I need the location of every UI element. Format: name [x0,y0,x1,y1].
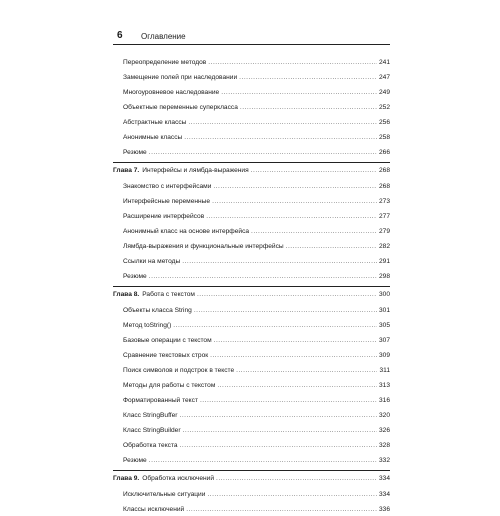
toc-entry-page: 334 [378,491,390,498]
toc-entry-page: 247 [378,74,390,81]
chapter-divider [113,162,390,163]
toc-entry-page: 256 [378,119,390,126]
leader-dots [188,117,377,129]
leader-dots [206,211,377,223]
toc-entry [113,196,390,208]
toc-entry-page: 301 [378,307,390,314]
toc-entry [113,72,390,84]
leader-dots [182,256,377,268]
toc-entry-page: 273 [378,198,390,205]
toc-entry-page: 266 [378,149,390,156]
leader-dots [207,489,377,501]
leader-dots [239,72,377,84]
toc-entry-title: Знакомство с интерфейсами [123,183,212,190]
toc-entry-page: 282 [378,243,390,250]
leader-dots [213,181,377,193]
toc-entry-page: 311 [379,367,390,374]
toc-entry [113,87,390,99]
toc-entry-page: 298 [378,273,390,280]
toc-entry-page: 307 [378,337,390,344]
toc-entry-title: Переопределение методов [123,59,207,66]
toc-entry-title: Исключительные ситуации [123,491,206,498]
leader-dots [197,289,377,301]
toc-entry [113,226,390,238]
toc-entry-title: Поиск символов и подстрок в тексте [123,367,235,374]
leader-dots [217,380,377,392]
toc-entry [113,380,390,392]
toc-entry [113,102,390,114]
toc-entry [113,489,390,501]
toc-entry-page: 241 [378,59,390,66]
chapter-prefix: Глава 8. [113,291,140,298]
toc-entry [113,365,390,377]
leader-dots [236,365,377,377]
toc-entry [113,181,390,193]
toc-entry-page: 336 [378,506,390,513]
toc-entry-page: 326 [378,427,390,434]
leader-dots [149,455,377,467]
toc-entry-title: Класс StringBuffer [123,412,178,419]
toc-entry-title: Интерфейсные переменные [123,198,211,205]
toc-entry [113,256,390,268]
leader-dots [251,226,377,238]
leader-dots [221,87,377,99]
leader-dots [251,165,377,177]
leader-dots [216,473,377,485]
toc-entry [113,271,390,283]
toc-entry-title: Резюме [123,273,147,280]
toc-entry-title: Метод toString() [123,322,172,329]
toc-entry-title: Ссылки на методы [123,258,181,265]
leader-dots [210,350,377,362]
toc-entry [113,117,390,129]
toc-entry-page: 332 [378,457,390,464]
toc-entry-title: Методы для работы с текстом [123,382,216,389]
toc-entry [113,132,390,144]
toc-entry-title: Сравнение текстовых строк [123,352,209,359]
toc-entry-page: 249 [378,89,390,96]
toc-chapter-7 [113,165,390,177]
leader-dots [194,305,377,317]
toc-entry-page: 305 [378,322,390,329]
page-number: 6 [117,30,123,41]
chapter-page: 268 [378,167,390,174]
toc-entry-page: 258 [378,134,390,141]
toc-entry-title: Базовые операции с текстом [123,337,212,344]
toc-entry-title: Обработка текста [123,442,178,449]
toc-entry [113,350,390,362]
toc-entry-title: Расширение интерфейсов [123,213,205,220]
toc-entry-page: 328 [378,442,390,449]
toc-entry-title: Замещение полей при наследовании [123,74,238,81]
toc-entry-title: Объекты класса String [123,307,192,314]
leader-dots [200,395,377,407]
toc-entry [113,440,390,452]
toc-entry-page: 291 [378,258,390,265]
chapter-title: Интерфейсы и лямбда-выражения [142,167,249,174]
leader-dots [214,335,377,347]
leader-dots [149,271,377,283]
toc-entry-title: Форматированный текст [123,397,198,404]
chapter-page: 334 [378,475,390,482]
toc-entry-page: 252 [378,104,390,111]
leader-dots [179,410,377,422]
toc-entry-page: 268 [378,183,390,190]
leader-dots [149,147,377,159]
leader-dots [183,425,377,437]
toc-entry [113,211,390,223]
toc-entry-page: 316 [378,397,390,404]
leader-dots [184,132,377,144]
toc-entry [113,504,390,516]
page-header [113,30,390,45]
toc-entry-title: Резюме [123,149,147,156]
toc-chapter-9 [113,473,390,485]
toc-entry [113,241,390,253]
toc-entry-title: Многоуровневое наследование [123,89,220,96]
toc-entry-page: 277 [378,213,390,220]
chapter-title: Обработка исключений [142,475,215,482]
toc-entry [113,305,390,317]
toc-entry [113,395,390,407]
toc-entry-page: 309 [378,352,390,359]
running-head: Оглавление [141,32,186,41]
toc-entry-page: 279 [378,228,390,235]
chapter-prefix: Глава 7. [113,167,140,174]
toc-entry-title: Анонимные классы [123,134,183,141]
toc-entry-title: Абстрактные классы [123,119,187,126]
toc-entry [113,57,390,69]
leader-dots [173,320,377,332]
chapter-divider [113,286,390,287]
chapter-divider [113,470,390,471]
toc-entry [113,320,390,332]
toc-entry-title: Объектные переменные суперкласса [123,104,238,111]
toc-entry-title: Анонимный класс на основе интерфейса [123,228,250,235]
leader-dots [180,440,377,452]
chapter-title: Работа с текстом [142,291,195,298]
toc-entry [113,335,390,347]
toc-entry-title: Класс StringBuilder [123,427,181,434]
leader-dots [212,196,377,208]
toc-entry [113,147,390,159]
toc-entry-page: 313 [378,382,390,389]
toc-entry [113,455,390,467]
toc-entry [113,410,390,422]
leader-dots [240,102,377,114]
leader-dots [286,241,377,253]
chapter-page: 300 [378,291,390,298]
toc-entry-title: Лямбда-выражения и функциональные интерфейсы [123,243,284,250]
chapter-prefix: Глава 9. [113,475,140,482]
toc-chapter-8 [113,289,390,301]
toc-entry [113,425,390,437]
leader-dots [186,504,377,516]
toc-entry-title: Классы исключений [123,506,185,513]
leader-dots [208,57,377,69]
toc-entry-title: Резюме [123,457,147,464]
toc-entry-page: 320 [378,412,390,419]
